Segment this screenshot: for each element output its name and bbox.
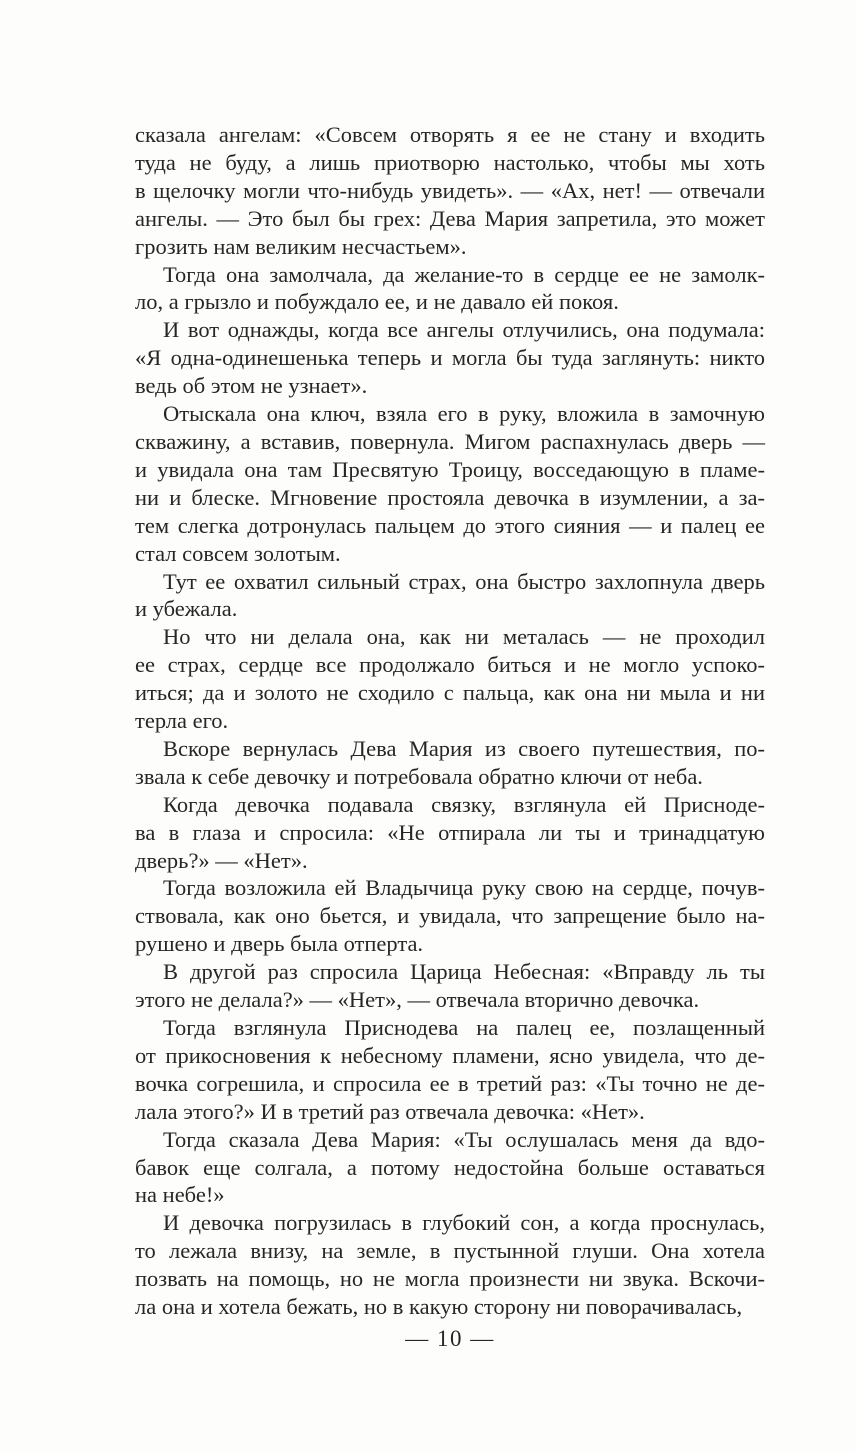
text-line: И вот однажды, когда все ангелы отлучились, она подумала:	[163, 317, 765, 343]
text-line: ствовала, как оно бьется, и увидала, что запрещение было на-	[135, 903, 765, 929]
paragraph	[135, 958, 765, 1014]
text-line: Тут ее охватил сильный страх, она быстро захлопнула дверь	[163, 568, 765, 594]
text-line: Тогда взглянула Приснодева на палец ее, позлащенный	[163, 1015, 765, 1040]
text-line: Тогда она замолчала, да желание-то в сердце ее не замолк-	[163, 261, 765, 287]
text-block	[135, 121, 765, 1321]
text-line: грозить нам великим несчастьем».	[135, 233, 467, 259]
text-line: Когда девочка подавала связку, взглянула ей Присноде-	[163, 791, 765, 817]
text-line: рушено и дверь была отперта.	[135, 931, 424, 957]
text-line: ло, а грызло и побуждало ее, и не давало ей покоя.	[135, 289, 619, 315]
text-line: то лежала внизу, на земле, в пустынной глуши. Она хотела	[135, 1238, 765, 1264]
text-line: скважину, а вставив, повернула. Мигом распахнулась дверь —	[135, 428, 765, 454]
paragraph	[135, 874, 765, 958]
text-line: этого не делала?» — «Нет», — отвечала вторично девочка.	[135, 987, 700, 1013]
paragraph	[135, 1014, 765, 1126]
page-number: — 10 —	[405, 1326, 495, 1351]
text-line: ни и блеске. Мгновение простояла девочка в изумлении, а за-	[135, 484, 765, 510]
text-line: терла его.	[135, 708, 229, 734]
text-line: Тогда возложила ей Владычица руку свою на сердце, почув-	[163, 875, 765, 901]
text-line: тем слегка дотронулась пальцем до этого сияния — и палец ее	[135, 512, 765, 538]
text-line: от прикосновения к небесному пламени, ясно увидела, что де-	[135, 1042, 765, 1068]
text-line: В другой раз спросила Царица Небесная: «Вправду ль ты	[163, 959, 765, 985]
paragraph	[135, 791, 765, 875]
paragraph	[135, 568, 765, 624]
text-line: И девочка погрузилась в глубокий сон, а когда проснулась,	[163, 1210, 765, 1236]
text-line: дверь?» — «Нет».	[135, 847, 308, 873]
paragraph	[135, 623, 765, 735]
paragraph	[135, 1209, 765, 1321]
text-line: ведь об этом не узнает».	[135, 373, 368, 399]
text-line: стал совсем золотым.	[135, 540, 341, 566]
text-line: и увидала она там Пресвятую Троицу, восседающую в пламе-	[135, 456, 765, 482]
paragraph	[135, 261, 765, 317]
paragraph	[135, 400, 765, 567]
text-line: Отыскала она ключ, взяла его в руку, вложила в замочную	[163, 401, 765, 427]
text-line: «Я одна-одинешенька теперь и могла бы туда заглянуть: никто	[135, 345, 765, 371]
text-line: звала к себе девочку и потребовала обратно ключи от неба.	[135, 763, 703, 789]
text-line: в щелочку могли что-нибудь увидеть». — «Ах, нет! — отвечали	[135, 177, 765, 203]
paragraph	[135, 735, 765, 791]
text-line: Тогда сказала Дева Мария: «Ты ослушалась меня да вдо-	[163, 1126, 765, 1152]
text-line: бавок еще солгала, а потому недостойна больше оставаться	[135, 1154, 765, 1180]
text-line: и убежала.	[135, 596, 238, 622]
text-line: сказала ангелам: «Совсем отворять я ее не стану и входить	[135, 122, 765, 147]
text-line: Вскоре вернулась Дева Мария из своего путешествия, по-	[163, 735, 765, 761]
text-line: лала этого?» И в третий раз отвечала девочка: «Нет».	[135, 1098, 645, 1124]
text-line: иться; да и золото не сходило с пальца, как она ни мыла и ни	[135, 680, 765, 706]
paragraph	[135, 316, 765, 400]
text-line: на небе!»	[135, 1182, 225, 1208]
text-line: вочка согрешила, и спросила ее в третий раз: «Ты точно не де-	[135, 1070, 765, 1096]
text-line: ее страх, сердце все продолжало биться и не могло успоко-	[135, 652, 765, 678]
text-line: ва в глаза и спросила: «Не отпирала ли ты и тринадцатую	[135, 819, 765, 845]
text-line: позвать на помощь, но не могла произнести ни звука. Вскочи-	[135, 1266, 765, 1292]
text-line: ла она и хотела бежать, но в какую сторону ни поворачивалась,	[135, 1294, 743, 1320]
text-line: ангелы. — Это был бы грех: Дева Мария запретила, это может	[135, 205, 765, 231]
text-line: туда не буду, а лишь приотворю настолько, чтобы мы хоть	[135, 149, 765, 175]
paragraph	[135, 1126, 765, 1210]
paragraph	[135, 121, 765, 261]
text-line: Но что ни делала она, как ни металась — не проходил	[163, 624, 765, 650]
